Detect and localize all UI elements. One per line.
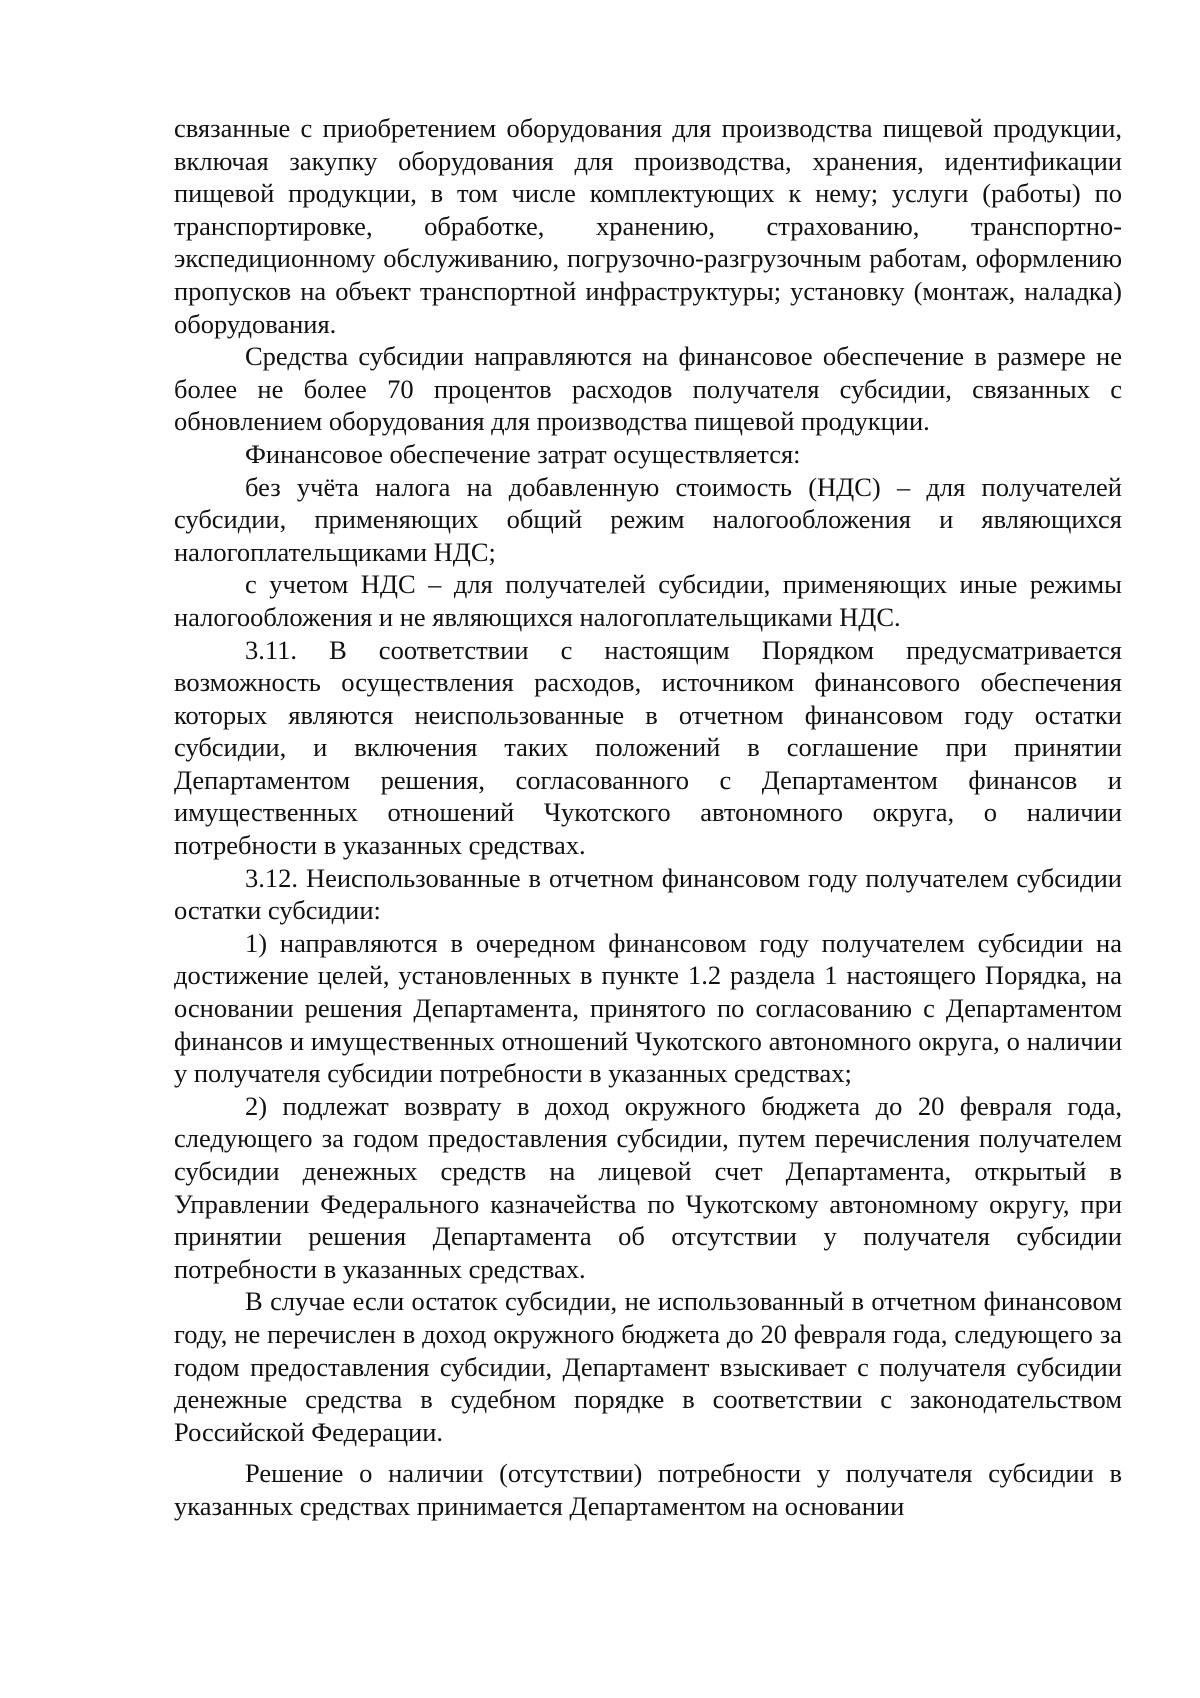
paragraph-3-12: 3.12. Неиспользованные в отчетном финансовом году получателем субсидии остатки субсидии:	[174, 862, 1122, 926]
paragraph-subsidy-funds: Средства субсидии направляются на финансовое обеспечение в размере не более не более 70 процентов расходов получателя субсидии, связанных с обновлением оборудования для производства пищевой продукции.	[174, 341, 1122, 437]
paragraph-3-12-item-1: 1) направляются в очередном финансовом году получателем субсидии на достижение целей, установленных в пункте 1.2 раздела 1 настоящего Порядка, на основании решения Департамента, принятого по согласованию с Департаментом финансов и имущественных отношений Чукотского автономного округа, о наличии у получателя субсидии потребности в указанных средствах;	[174, 927, 1122, 1089]
paragraph-continuation: связанные с приобретением оборудования для производства пищевой продукции, включая закупку оборудования для производства, хранения, идентификации пищевой продукции, в том числе комплектующих к нему; услуги (работы) по транспортировке, обработке, хранению, страхованию, транспортно-экспедиционному обслуживанию, погрузочно-разгрузочным работам, оформлению пропусков на объект транспортной инфраструктуры; установку (монтаж, наладка) оборудования.	[174, 113, 1122, 339]
paragraph-3-11: 3.11. В соответствии с настоящим Порядком предусматривается возможность осуществления расходов, источником финансового обеспечения которых являются неиспользованные в отчетном финансовом году остатки субсидии, и включения таких положений в соглашение при принятии Департаментом решения, согласованного с Департаментом финансов и имущественных отношений Чукотского автономного округа, о наличии потребности в указанных средствах.	[174, 634, 1122, 861]
paragraph-with-vat: с учетом НДС – для получателей субсидии, применяющих иные режимы налогообложения и не являющихся налогоплательщиками НДС.	[174, 569, 1122, 632]
paragraph-unused-balance: В случае если остаток субсидии, не использованный в отчетном финансовом году, не перечислен в доход окружного бюджета до 20 февраля года, следующего за годом предоставления субсидии, Департамент взыскивает с получателя субсидии денежные средства в судебном порядке в соответствии с законодательством Российской Федерации.	[174, 1286, 1122, 1447]
paragraph-cost-financing: Финансовое обеспечение затрат осуществляется:	[245, 438, 801, 469]
paragraph-decision: Решение о наличии (отсутствии) потребности у получателя субсидии в указанных средствах принимается Департаментом на основании	[174, 1458, 1122, 1521]
document-page	[174, 112, 1122, 1523]
paragraph-without-vat: без учёта налога на добавленную стоимость (НДС) – для получателей субсидии, применяющих общий режим налогообложения и являющихся налогоплательщиками НДС;	[174, 471, 1122, 567]
paragraph-3-12-item-2: 2) подлежат возврату в доход окружного бюджета до 20 февраля года, следующего за годом предоставления субсидии, путем перечисления получателем субсидии денежных средств на лицевой счет Департамента, открытый в Управлении Федерального казначейства по Чукотскому автономному округу, при принятии решения Департамента об отсутствии у получателя субсидии потребности в указанных средствах.	[174, 1090, 1122, 1284]
